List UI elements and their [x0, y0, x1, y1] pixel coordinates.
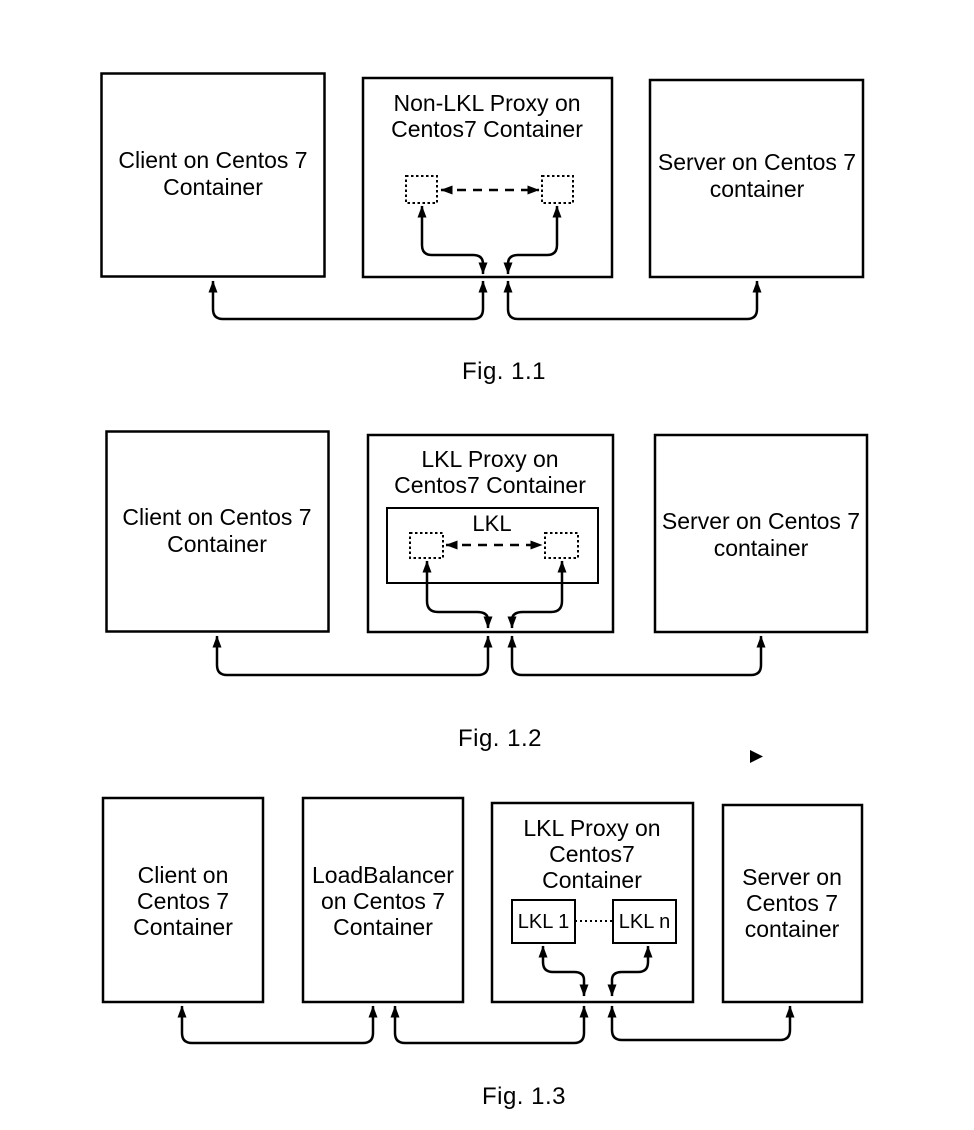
fig13-proxy-internal-left-arrow: [543, 946, 584, 996]
fig12-client-proxy-arrow: [217, 636, 488, 675]
fig13-client-loadbalancer-arrow: [182, 1006, 373, 1043]
fig12-proxy-title-line1: LKL Proxy on: [421, 446, 559, 472]
fig13-client-label-line1: Client on: [137, 862, 229, 888]
fig11-client-proxy-arrow: [213, 281, 483, 319]
fig13-proxy-title-line1: LKL Proxy on: [523, 815, 661, 841]
fig13-proxy-internal-right-arrow: [612, 946, 648, 996]
figure-1-1: [102, 74, 864, 386]
fig13-server-label-line2: Centos 7: [745, 890, 839, 916]
fig13-loadbalancer-label-line2: on Centos 7: [320, 888, 446, 914]
fig12-proxy-server-arrow: [512, 636, 761, 675]
fig13-caption: Fig. 1.3: [481, 1083, 567, 1110]
fig12-proxy-title-line2: Centos7 Container: [394, 472, 586, 498]
fig12-proxy-internal-right-arrow: [512, 561, 562, 628]
fig13-lkln-label: LKL n: [618, 911, 671, 933]
fig13-loadbalancer-proxy-arrow: [395, 1006, 584, 1043]
fig13-server-label-line1: Server on: [742, 864, 842, 890]
fig13-client-label-line3: Container: [133, 914, 233, 940]
fig12-left-endpoint-dotted-box: [410, 533, 443, 558]
fig13-proxy-title-line2: Centos7: [549, 841, 635, 867]
fig12-lkl-inner-label: LKL: [472, 511, 512, 536]
fig11-server-label-line1: Server on Centos 7: [657, 149, 857, 175]
fig12-right-endpoint-dotted-box: [545, 533, 578, 558]
fig13-loadbalancer-label-line3: Container: [333, 914, 433, 940]
pointer-cursor-icon: [750, 750, 763, 763]
fig11-proxy-title-line1: Non-LKL Proxy on: [393, 90, 581, 116]
fig13-client-label-line2: Centos 7: [136, 888, 230, 914]
fig11-right-endpoint-dotted-box: [542, 176, 573, 203]
fig11-left-endpoint-dotted-box: [406, 176, 437, 203]
fig13-proxy-title-line3: Container: [542, 867, 642, 893]
fig11-proxy-internal-left-arrow: [422, 206, 483, 274]
fig11-proxy-server-arrow: [508, 281, 757, 319]
fig13-server-label-line3: container: [744, 916, 840, 942]
fig12-client-label-line2: Container: [167, 531, 267, 557]
fig13-lkl1-label: LKL 1: [517, 911, 570, 933]
fig12-caption: Fig. 1.2: [457, 725, 543, 752]
fig11-proxy-internal-right-arrow: [508, 206, 557, 274]
fig12-server-label-line1: Server on Centos 7: [661, 508, 861, 534]
fig12-server-label-line2: container: [713, 535, 809, 561]
fig13-loadbalancer-label-line1: LoadBalancer: [312, 862, 454, 888]
fig11-client-label-line2: Container: [163, 174, 263, 200]
fig11-client-label-line1: Client on Centos 7: [118, 147, 308, 173]
fig12-client-label-line1: Client on Centos 7: [122, 504, 312, 530]
figure-1-3: [103, 798, 862, 1110]
fig11-caption: Fig. 1.1: [461, 358, 547, 385]
fig11-server-label-line2: container: [709, 176, 805, 202]
fig13-proxy-server-arrow: [612, 1006, 790, 1040]
figure-1-2: [107, 432, 868, 764]
fig12-proxy-internal-left-arrow: [427, 561, 488, 628]
fig11-proxy-title-line2: Centos7 Container: [391, 116, 583, 142]
